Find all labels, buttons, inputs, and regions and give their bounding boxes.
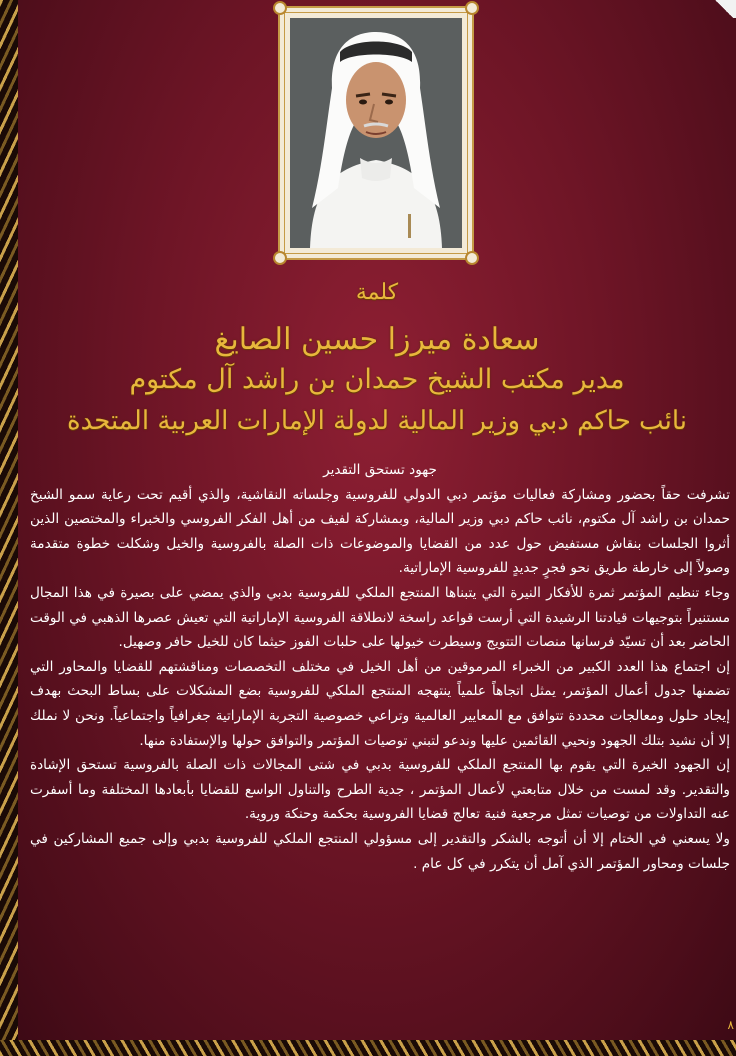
page-corner-fold	[712, 0, 736, 18]
portrait-photo	[290, 18, 462, 248]
article-paragraph: وجاء تنظيم المؤتمر ثمرة للأفكار النيرة التي يتبناها المنتجع الملكي للفروسية بدبي والذي يمضي على بصيرة في هذا المجال مستنيراً بتوجيهات قيادتنا الرشيدة التي أرست قواعد راسخة لانطلاقة الفروسية الإماراتية التي تعيش عصرها الذهبي في الوقت الحاضر بعد أن تسيّد فرسانها منصات التتويج وسيطرت خيولها على حلبات الفوز حيثما كان للخيل حافر وصهيل.	[30, 584, 730, 651]
ornamental-bottom-border	[0, 1040, 736, 1056]
article-body	[30, 458, 730, 876]
ornamental-left-border	[0, 0, 18, 1056]
article-paragraph: إن اجتماع هذا العدد الكبير من الخبراء المرموقين من أهل الخيل في مختلف التخصصات ومناقشتهم للقضايا والمحاور التي تضمنها جدول أعمال المؤتمر، يمثل اتجاهاً علمياً ينتهجه المنتجع الملكي للفروسية بضع المشكلات على بساط البحث بهدف إيجاد حلول ومعالجات محددة تتوافق مع المعايير العالمية وتراعي خصوصية التجربة الإماراتية جغرافياً واجتماعياً. ونحن لا نملك إلا أن نشيد بتلك الجهود ونحيي القائمين عليها وندعو لتبني توصيات المؤتمر والتوافق حولها والإستفادة منها.	[30, 658, 730, 749]
speaker-title-line-1: مدير مكتب الشيخ حمدان بن راشد آل مكتوم	[129, 364, 625, 395]
article-paragraph: ولا يسعني في الختام إلا أن أتوجه بالشكر والتقدير إلى مسؤولي المنتجع الملكي للفروسية بدبي وإلى جميع المشاركين في جلسات ومحاور المؤتمر الذي آمل أن يتكرر في كل عام .	[30, 830, 730, 872]
speaker-name: سعادة ميرزا حسين الصايغ	[214, 322, 540, 357]
frame-ornament-icon	[273, 1, 287, 15]
portrait-frame	[278, 6, 474, 260]
speaker-title-line-2: نائب حاكم دبي وزير المالية لدولة الإمارات العربية المتحدة	[67, 406, 687, 436]
frame-ornament-icon	[273, 251, 287, 265]
portrait-photo-icon	[290, 18, 462, 248]
frame-ornament-icon	[465, 251, 479, 265]
page-number: ٨	[727, 1018, 734, 1032]
frame-ornament-icon	[465, 1, 479, 15]
article-paragraph: تشرفت حقاً بحضور ومشاركة فعاليات مؤتمر دبي الدولي للفروسية وجلساته النقاشية، والذي أقيم تحت رعاية سمو الشيخ حمدان بن راشد آل مكتوم، نائب حاكم دبي وزير المالية، وبمشاركة لفيف من أهل الفكر الفروسي والخبراء والمختصين الذين أثروا الجلسات بنقاش مستفيض حول عدد من القضايا والموضوعات ذات الصلة بالفروسية والخيل وشكلت خطوة متقدمة وصولاً إلى خارطة طريق نحو فجرٍ جديدٍ للفروسية الإماراتية.	[30, 486, 730, 577]
article-paragraph: إن الجهود الخيرة التي يقوم بها المنتجع الملكي للفروسية بدبي في شتى المجالات ذات الصلة بالفروسية تستحق الإشادة والتقدير. وقد لمست من خلال متابعتي لأعمال المؤتمر ، جدية الطرح والتناول الواسع للقضايا بأبعادها المختلفة وما أسفرت عنه التداولات من توصيات تمثل مرجعية فنية تعالج قضايا الفروسية بحكمة وحنكة وروية.	[30, 757, 730, 823]
article-subheading: جهود تستحق التقدير	[323, 462, 437, 478]
heading-word: كلمة	[355, 280, 399, 305]
magazine-page	[18, 0, 736, 1040]
